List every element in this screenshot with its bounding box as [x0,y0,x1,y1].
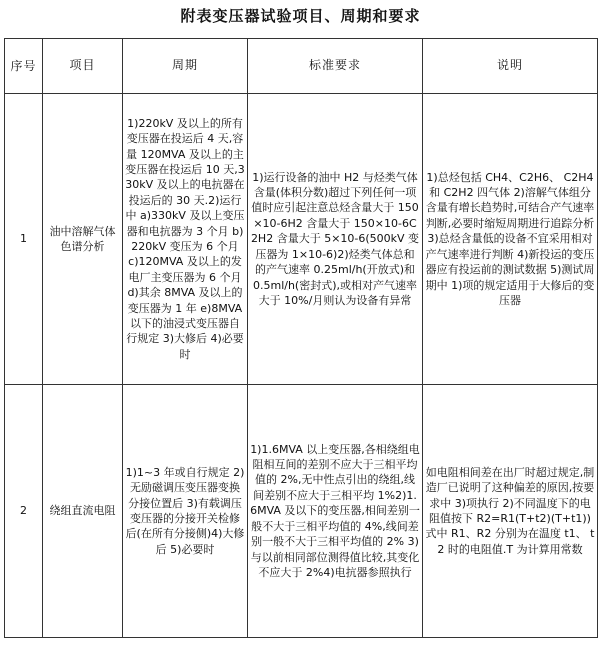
row-item: 油中溶解气体色谱分析 [43,94,123,385]
header-no: 序号 [5,39,43,94]
header-standard: 标准要求 [248,39,423,94]
header-note: 说明 [423,39,598,94]
test-spec-table [4,38,598,638]
row-number: 2 [5,385,43,638]
row-number: 1 [5,94,43,385]
header-period: 周期 [123,39,248,94]
row-standard: 1)运行设备的油中 H2 与烃类气体含量(体积分数)超过下列任何一项值时应引起注意总烃含量大于 150×10-6H2 含量大于 150×10-6C2H2 含量大于 5×10-6(500kV 变压器为 1×10-6)2)烃类气体总和的产气速率 0.25ml/h(开放式)和 0.5ml/h(密封式),或相对产气速率大于 10%/月则认为设备有异常 [248,94,423,385]
header-item: 项目 [43,39,123,94]
table-row [5,385,598,638]
table-header-row [5,39,598,94]
row-item: 绕组直流电阻 [43,385,123,638]
row-period: 1)220kV 及以上的所有变压器在投运后 4 天,容量 120MVA 及以上的主变压器在投运后 10 天,330kV 及以上的电抗器在投运后的 30 天.2)运行中 a)330kV 及以上变压器和电抗器为 3 个月 b)220kV 变压为 6 个月 c)120MVA 及以上的发电厂主变压器为 6 个月 d)其余 8MVA 及以上的变压器为 1 年 e)8MVA 以下的油浸式变压器自行规定 3)大修后 4)必要时 [123,94,248,385]
row-note: 如电阻相间差在出厂时超过规定,制造厂已说明了这种偏差的原因,按要求中 3)项执行 2)不同温度下的电阻值按下 R2=R1(T+t2)(T+t1)) 式中 R1、R2 分别为在温度 t1、 t2 时的电阻值.T 为计算用常数 [423,385,598,638]
row-note: 1)总烃包括 CH4、C2H6、 C2H4 和 C2H2 四气体 2)溶解气体组分含量有增长趋势时,可结合产气速率判断,必要时缩短周期进行追踪分析 3)总烃含量低的设备不宜采用相对产气速率进行判断 4)新投运的变压器应有投运前的测试数据 5)测试周期中 1)项的规定适用于大修后的变压器 [423,94,598,385]
row-period: 1)1~3 年或自行规定 2)无励磁调压变压器变换分接位置后 3)有载调压变压器的分接开关检修后(在所有分接侧)4)大修后 5)必要时 [123,385,248,638]
row-standard: 1)1.6MVA 以上变压器,各相绕组电阻相互间的差别不应大于三相平均值的 2%,无中性点引出的绕组,线间差别不应大于三相平均 1%2)1.6MVA 及以下的变压器,相间差别一般不大于三相平均值的 4%,线间差别一般不大于三相平均值的 2% 3)与以前相同部位测得值比较,其变化不应大于 2%4)电抗器参照执行 [248,385,423,638]
table-row [5,94,598,385]
page-title: 附表变压器试验项目、周期和要求 [180,7,421,25]
